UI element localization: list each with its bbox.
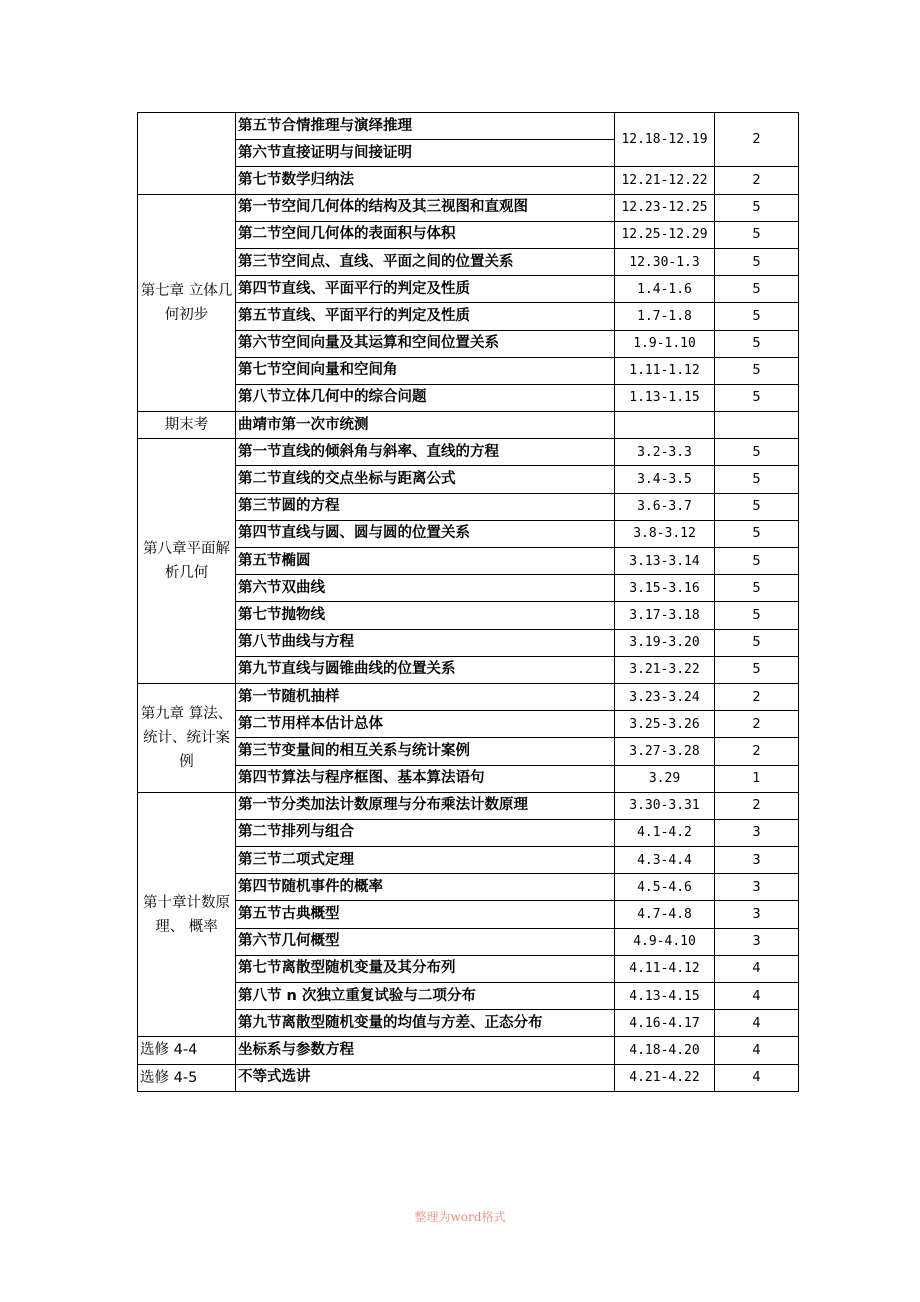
section-cell: 第九节离散型随机变量的均值与方差、正态分布 (236, 1010, 615, 1037)
dates-cell: 3.17-3.18 (615, 602, 715, 629)
chapter-cell: 第七章 立体几何初步 (138, 194, 236, 412)
table-row (138, 711, 799, 738)
table-row (138, 955, 799, 982)
dates-cell: 3.6-3.7 (615, 493, 715, 520)
dates-cell: 4.21-4.22 (615, 1064, 715, 1091)
chapter-cell: 第九章 算法、统计、统计案例 (138, 683, 236, 792)
section-cell: 第二节排列与组合 (236, 819, 615, 846)
section-cell: 第八节曲线与方程 (236, 629, 615, 656)
hours-cell: 5 (715, 629, 799, 656)
dates-cell: 3.23-3.24 (615, 683, 715, 710)
section-cell: 第五节古典概型 (236, 901, 615, 928)
chapter-cell: 选修 4-4 (138, 1037, 236, 1064)
hours-cell: 3 (715, 847, 799, 874)
section-cell: 第四节算法与程序框图、基本算法语句 (236, 765, 615, 792)
table-row (138, 738, 799, 765)
section-cell: 第六节双曲线 (236, 575, 615, 602)
section-cell: 第三节变量间的相互关系与统计案例 (236, 738, 615, 765)
schedule-table (137, 112, 799, 1092)
dates-cell: 12.18-12.19 (615, 113, 715, 167)
dates-cell: 3.29 (615, 765, 715, 792)
dates-cell: 12.21-12.22 (615, 167, 715, 194)
hours-cell: 5 (715, 493, 799, 520)
dates-cell: 4.1-4.2 (615, 819, 715, 846)
hours-cell: 3 (715, 901, 799, 928)
table-row (138, 548, 799, 575)
section-cell: 第三节空间点、直线、平面之间的位置关系 (236, 248, 615, 275)
hours-cell: 5 (715, 548, 799, 575)
chapter-cell (138, 113, 236, 195)
section-cell: 第六节空间向量及其运算和空间位置关系 (236, 330, 615, 357)
dates-cell: 4.9-4.10 (615, 928, 715, 955)
dates-cell: 12.30-1.3 (615, 248, 715, 275)
dates-cell: 4.11-4.12 (615, 955, 715, 982)
hours-cell: 5 (715, 303, 799, 330)
hours-cell: 2 (715, 113, 799, 167)
table-row (138, 765, 799, 792)
section-cell: 第二节用样本估计总体 (236, 711, 615, 738)
section-cell: 第一节分类加法计数原理与分布乘法计数原理 (236, 792, 615, 819)
section-cell: 坐标系与参数方程 (236, 1037, 615, 1064)
dates-cell: 3.27-3.28 (615, 738, 715, 765)
section-cell: 第三节二项式定理 (236, 847, 615, 874)
table-row (138, 928, 799, 955)
table-row (138, 439, 799, 466)
table-row (138, 819, 799, 846)
table-row (138, 113, 799, 140)
dates-cell: 3.13-3.14 (615, 548, 715, 575)
table-row (138, 194, 799, 221)
section-cell: 曲靖市第一次市统测 (236, 412, 615, 439)
dates-cell: 1.13-1.15 (615, 384, 715, 411)
hours-cell: 4 (715, 955, 799, 982)
hours-cell: 5 (715, 466, 799, 493)
hours-cell: 5 (715, 656, 799, 683)
section-cell: 第九节直线与圆锥曲线的位置关系 (236, 656, 615, 683)
hours-cell: 5 (715, 276, 799, 303)
table-row (138, 683, 799, 710)
section-cell: 第七节离散型随机变量及其分布列 (236, 955, 615, 982)
hours-cell: 2 (715, 167, 799, 194)
dates-cell: 4.7-4.8 (615, 901, 715, 928)
hours-cell: 4 (715, 1037, 799, 1064)
section-cell: 第四节直线、平面平行的判定及性质 (236, 276, 615, 303)
table-row (138, 303, 799, 330)
hours-cell: 3 (715, 874, 799, 901)
dates-cell: 3.25-3.26 (615, 711, 715, 738)
dates-cell: 4.13-4.15 (615, 983, 715, 1010)
table-row (138, 276, 799, 303)
hours-cell: 5 (715, 357, 799, 384)
hours-cell: 4 (715, 1010, 799, 1037)
dates-cell: 3.4-3.5 (615, 466, 715, 493)
table-row (138, 466, 799, 493)
dates-cell: 1.7-1.8 (615, 303, 715, 330)
dates-cell: 3.19-3.20 (615, 629, 715, 656)
hours-cell: 5 (715, 575, 799, 602)
dates-cell: 1.11-1.12 (615, 357, 715, 384)
dates-cell: 4.18-4.20 (615, 1037, 715, 1064)
table-row (138, 847, 799, 874)
chapter-cell: 第十章计数原理、 概率 (138, 792, 236, 1037)
dates-cell: 1.9-1.10 (615, 330, 715, 357)
hours-cell: 5 (715, 330, 799, 357)
chapter-cell: 选修 4-5 (138, 1064, 236, 1091)
hours-cell: 5 (715, 520, 799, 547)
hours-cell: 2 (715, 683, 799, 710)
table-row (138, 901, 799, 928)
section-cell: 第五节合情推理与演绎推理 (236, 113, 615, 140)
dates-cell: 3.2-3.3 (615, 439, 715, 466)
dates-cell: 3.21-3.22 (615, 656, 715, 683)
section-cell: 第七节空间向量和空间角 (236, 357, 615, 384)
dates-cell: 4.5-4.6 (615, 874, 715, 901)
table-row (138, 357, 799, 384)
section-cell: 第五节直线、平面平行的判定及性质 (236, 303, 615, 330)
table-row (138, 1037, 799, 1064)
dates-cell: 3.8-3.12 (615, 520, 715, 547)
hours-cell (715, 412, 799, 439)
section-cell: 不等式选讲 (236, 1064, 615, 1091)
section-cell: 第四节随机事件的概率 (236, 874, 615, 901)
hours-cell: 5 (715, 602, 799, 629)
hours-cell: 4 (715, 983, 799, 1010)
table-row (138, 330, 799, 357)
dates-cell: 1.4-1.6 (615, 276, 715, 303)
table-row (138, 412, 799, 439)
table-row (138, 874, 799, 901)
hours-cell: 2 (715, 711, 799, 738)
section-cell: 第四节直线与圆、圆与圆的位置关系 (236, 520, 615, 547)
dates-cell: 12.25-12.29 (615, 221, 715, 248)
section-cell: 第八节 n 次独立重复试验与二项分布 (236, 983, 615, 1010)
table-row (138, 384, 799, 411)
section-cell: 第二节空间几何体的表面积与体积 (236, 221, 615, 248)
chapter-cell: 第八章平面解析几何 (138, 439, 236, 684)
table-row (138, 629, 799, 656)
table-row (138, 792, 799, 819)
section-cell: 第一节随机抽样 (236, 683, 615, 710)
section-cell: 第七节抛物线 (236, 602, 615, 629)
section-cell: 第一节空间几何体的结构及其三视图和直观图 (236, 194, 615, 221)
hours-cell: 2 (715, 792, 799, 819)
dates-cell: 4.3-4.4 (615, 847, 715, 874)
hours-cell: 3 (715, 819, 799, 846)
hours-cell: 2 (715, 738, 799, 765)
dates-cell: 3.15-3.16 (615, 575, 715, 602)
hours-cell: 5 (715, 384, 799, 411)
dates-cell (615, 412, 715, 439)
hours-cell: 5 (715, 248, 799, 275)
schedule-table-body (138, 113, 799, 1092)
hours-cell: 3 (715, 928, 799, 955)
dates-cell: 4.16-4.17 (615, 1010, 715, 1037)
dates-cell: 12.23-12.25 (615, 194, 715, 221)
section-cell: 第六节几何概型 (236, 928, 615, 955)
chapter-cell: 期末考 (138, 412, 236, 439)
table-row (138, 248, 799, 275)
table-row (138, 575, 799, 602)
table-row (138, 656, 799, 683)
table-row (138, 983, 799, 1010)
footer-watermark: 整理为word格式 (414, 1210, 506, 1224)
hours-cell: 5 (715, 194, 799, 221)
section-cell: 第一节直线的倾斜角与斜率、直线的方程 (236, 439, 615, 466)
table-row (138, 1064, 799, 1091)
section-cell: 第二节直线的交点坐标与距离公式 (236, 466, 615, 493)
hours-cell: 5 (715, 439, 799, 466)
section-cell: 第六节直接证明与间接证明 (236, 140, 615, 167)
table-row (138, 493, 799, 520)
table-row (138, 520, 799, 547)
section-cell: 第八节立体几何中的综合问题 (236, 384, 615, 411)
table-row (138, 602, 799, 629)
section-cell: 第三节圆的方程 (236, 493, 615, 520)
hours-cell: 1 (715, 765, 799, 792)
hours-cell: 5 (715, 221, 799, 248)
hours-cell: 4 (715, 1064, 799, 1091)
table-row (138, 221, 799, 248)
table-row (138, 167, 799, 194)
dates-cell: 3.30-3.31 (615, 792, 715, 819)
section-cell: 第五节椭圆 (236, 548, 615, 575)
section-cell: 第七节数学归纳法 (236, 167, 615, 194)
table-row (138, 1010, 799, 1037)
